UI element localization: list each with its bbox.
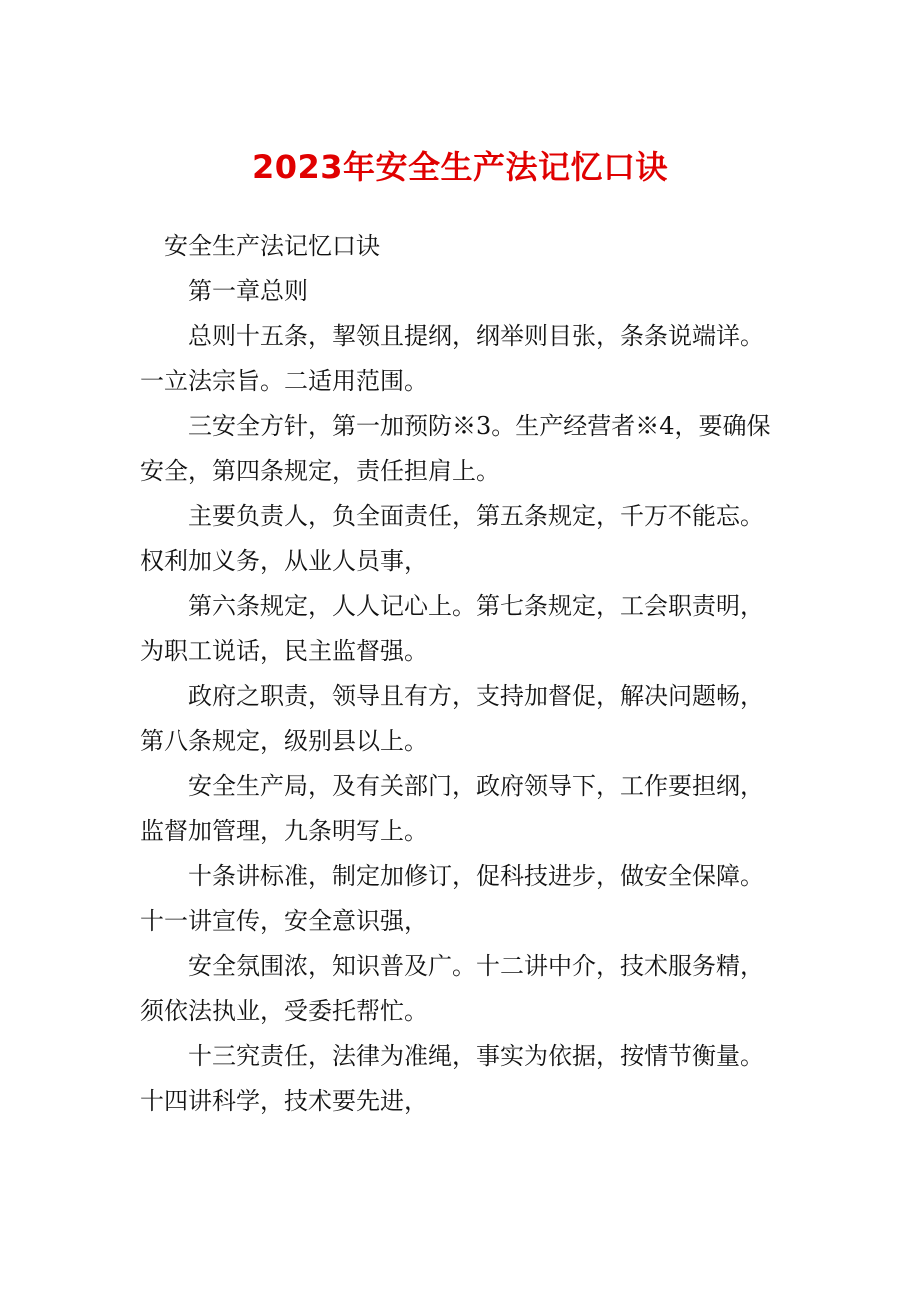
paragraph-line: 安全，第四条规定，责任担肩上。 — [140, 457, 500, 485]
document-title: 2023年安全生产法记忆口诀 — [251, 148, 669, 186]
paragraph — [140, 764, 790, 854]
paragraph — [140, 404, 790, 494]
paragraph-line: 十条讲标准，制定加修订，促科技进步，做安全保障。 — [188, 862, 764, 890]
paragraph-line: 十四讲科学，技术要先进， — [140, 1087, 428, 1115]
paragraph-line: 权利加义务，从业人员事， — [140, 547, 428, 575]
paragraph-line: 主要负责人，负全面责任，第五条规定，千万不能忘。 — [188, 502, 764, 530]
paragraph-line: 十三究责任，法律为准绳，事实为依据，按情节衡量。 — [188, 1042, 764, 1070]
paragraph-line: 一立法宗旨。二适用范围。 — [140, 367, 428, 395]
paragraph — [140, 494, 790, 584]
paragraph-line: 第六条规定，人人记心上。第七条规定，工会职责明， — [188, 592, 764, 620]
paragraph — [140, 674, 790, 764]
paragraph — [140, 854, 790, 944]
paragraph — [140, 584, 790, 674]
paragraph — [140, 944, 790, 1034]
paragraph-line: 政府之职责，领导且有方，支持加督促，解决问题畅， — [188, 682, 764, 710]
paragraph-line: 三安全方针，第一加预防※3。生产经营者※4，要确保 — [188, 412, 771, 440]
paragraph-line: 监督加管理，九条明写上。 — [140, 817, 428, 845]
paragraph-line: 须依法执业，受委托帮忙。 — [140, 997, 428, 1025]
intro-line: 安全生产法记忆口诀 — [164, 232, 380, 260]
paragraph-line: 十一讲宣传，安全意识强， — [140, 907, 428, 935]
paragraph — [140, 1034, 790, 1124]
paragraph-line: 为职工说话，民主监督强。 — [140, 637, 428, 665]
paragraph-line: 安全生产局，及有关部门，政府领导下，工作要担纲， — [188, 772, 764, 800]
paragraph — [140, 314, 790, 404]
paragraph-line: 第八条规定，级别县以上。 — [140, 727, 428, 755]
paragraph-line: 总则十五条，挈领且提纲，纲举则目张，条条说端详。 — [188, 322, 764, 350]
paragraph-line: 第一章总则 — [188, 277, 308, 305]
paragraph — [140, 269, 790, 314]
paragraph-line: 安全氛围浓，知识普及广。十二讲中介，技术服务精， — [188, 952, 764, 980]
document-body — [140, 224, 790, 1124]
